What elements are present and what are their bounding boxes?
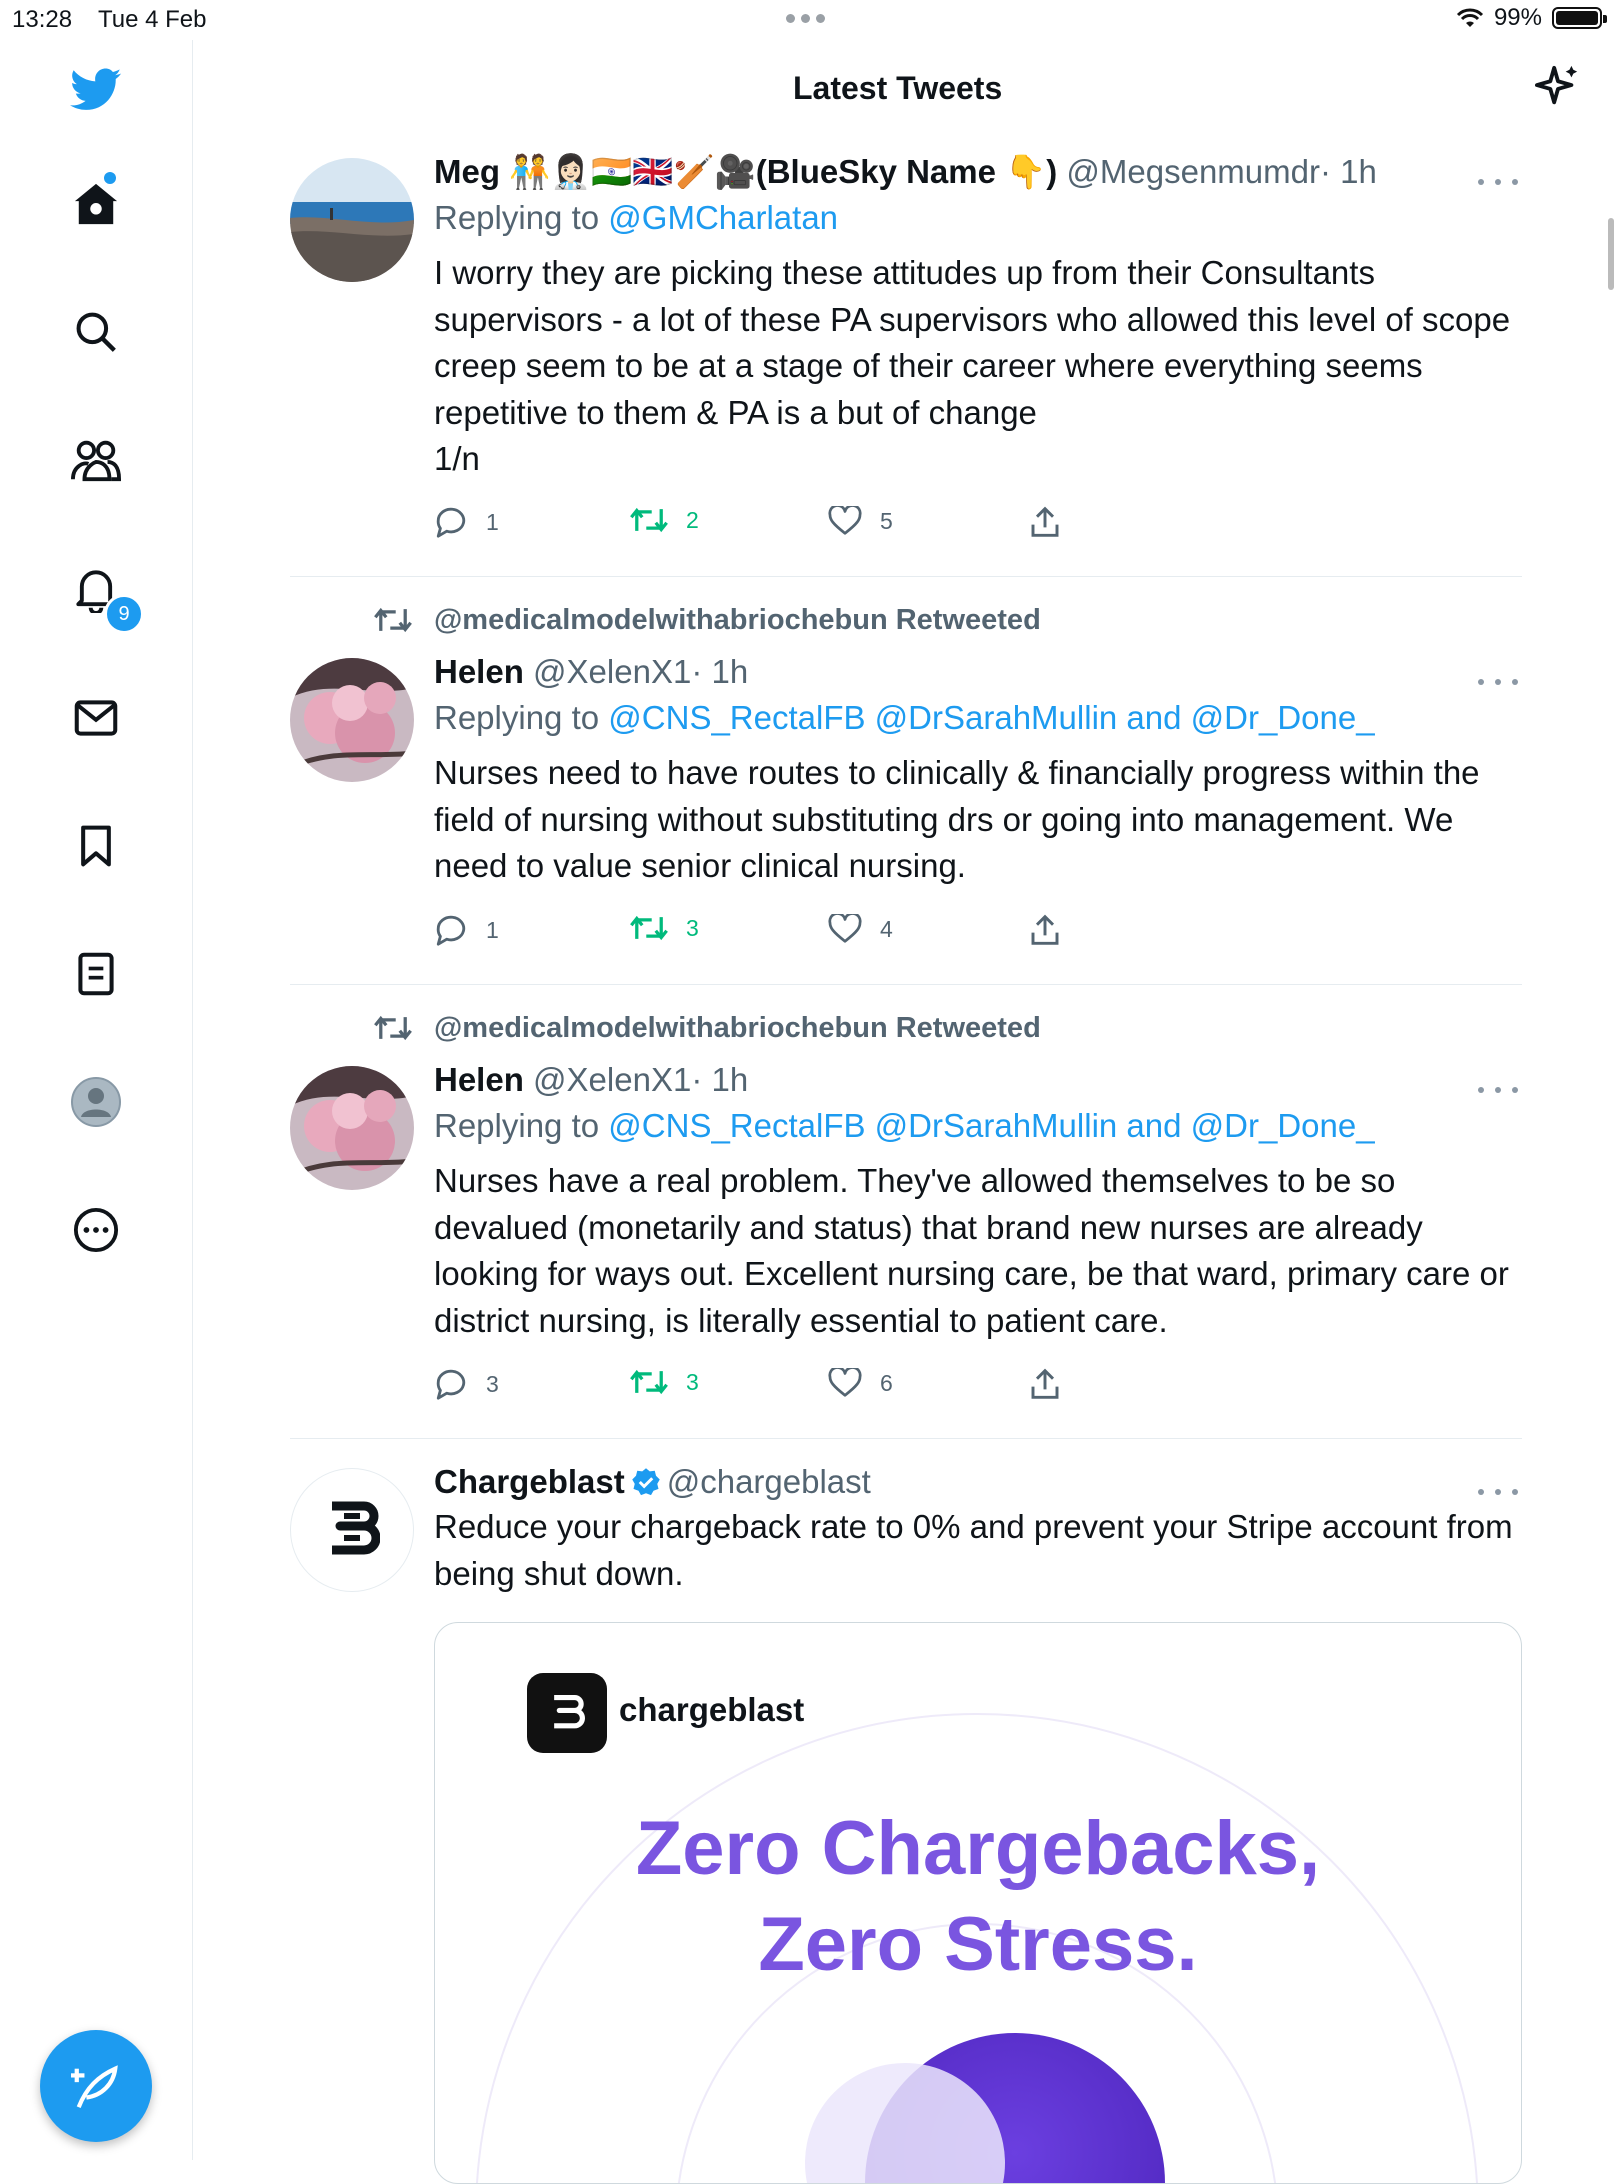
reply-prefix: Replying to (434, 1107, 600, 1144)
search-icon[interactable] (68, 304, 124, 360)
reply-prefix: Replying to (434, 699, 600, 736)
reply-button[interactable] (434, 1368, 499, 1400)
battery-percent: 99% (1493, 4, 1542, 31)
tweet-text-main: I worry they are picking these attitudes up from their Consultants supervisors - a lot of these PA supervisors who allowed this level of scope creep seem to be at a stage of their career where everything seems repetitive to them & PA is a but of change (434, 254, 1511, 431)
card-headline (435, 1801, 1521, 1993)
like-count: 6 (880, 1369, 893, 1396)
sparkle-timeline-icon[interactable] (1535, 64, 1581, 115)
home-icon[interactable] (68, 176, 124, 232)
reply-bubble-icon (434, 914, 468, 946)
status-time: 13:28 (12, 6, 73, 33)
retweet-count: 3 (686, 1368, 699, 1395)
heart-icon (828, 914, 862, 944)
reply-count: 1 (486, 916, 499, 943)
share-button[interactable] (1030, 506, 1060, 538)
tweet-divider (290, 1438, 1522, 1439)
tweet-actions (434, 1368, 1134, 1408)
tweet-time: · 1h (691, 1061, 749, 1098)
heart-icon (828, 506, 862, 536)
tweet-text-thread: 1/n (434, 440, 480, 477)
tweet-text: Nurses have a real problem. They've allowed themselves to be so devalued (monetarily and status) that brand new nurses are already looking for ways out. Excellent nursing care, be that ward, primary care or district nursing, is literally essential to patient care. (434, 1162, 1509, 1339)
retweet-icon (630, 1368, 668, 1396)
author-handle[interactable]: @Megsenmumdr (1066, 153, 1320, 190)
retweet-button[interactable] (630, 506, 699, 534)
retweeted-by-label[interactable]: @medicalmodelwithabriochebun Retweeted (434, 604, 1041, 636)
tweet-more-button[interactable] (1478, 672, 1518, 692)
author-name[interactable]: Helen (434, 1061, 524, 1098)
tweet-text: Nurses need to have routes to clinically & financially progress within the field of nursing without substituting drs or going into management. We need to value senior clinical nursing. (434, 754, 1480, 884)
like-button[interactable] (828, 506, 893, 536)
bookmarks-icon[interactable] (68, 818, 124, 874)
author-handle[interactable]: @chargeblast (666, 1463, 871, 1500)
retweet-icon (630, 914, 668, 942)
share-button[interactable] (1030, 914, 1060, 946)
reply-context (434, 194, 1514, 242)
reply-mention-link[interactable]: @CNS_RectalFB @DrSarahMullin and @Dr_Done_ (608, 699, 1375, 736)
page-title: Latest Tweets (793, 70, 1003, 106)
tweet-more-button[interactable] (1478, 1482, 1518, 1502)
chargeblast-logo-icon (527, 1673, 607, 1753)
author-name[interactable]: Chargeblast (434, 1463, 625, 1500)
share-icon (1030, 506, 1060, 538)
reply-count: 3 (486, 1370, 499, 1397)
sidebar (0, 40, 193, 2160)
reply-bubble-icon (434, 1368, 468, 1400)
tweet-more-button[interactable] (1478, 1080, 1518, 1100)
tweet-actions (434, 506, 1134, 546)
avatar-blossom[interactable] (290, 1066, 414, 1190)
author-name[interactable]: Meg 🧑‍🤝‍🧑👩🏻‍⚕️🇮🇳🇬🇧🏏🎥(BlueSky Name 👇) (434, 153, 1058, 190)
notifications-badge: 9 (104, 594, 144, 634)
multitasking-dots[interactable] (786, 14, 825, 23)
like-count: 4 (880, 915, 893, 942)
compose-feather-icon (71, 2061, 121, 2111)
reply-mention-link[interactable]: @CNS_RectalFB @DrSarahMullin and @Dr_Done_ (608, 1107, 1375, 1144)
share-button[interactable] (1030, 1368, 1060, 1400)
card-brand-name: chargeblast (619, 1691, 805, 1728)
retweeted-indicator-icon (374, 606, 412, 634)
avatar-blossom[interactable] (290, 658, 414, 782)
tweet-text: Reduce your chargeback rate to 0% and prevent your Stripe account from being shut down. (434, 1508, 1513, 1592)
retweet-count: 3 (686, 914, 699, 941)
author-handle[interactable]: @XelenX1 (533, 653, 692, 690)
wifi-icon (1456, 7, 1484, 29)
like-button[interactable] (828, 914, 893, 944)
like-button[interactable] (828, 1368, 893, 1398)
status-date: Tue 4 Feb (98, 6, 207, 33)
messages-envelope-icon[interactable] (68, 690, 124, 746)
home-new-indicator (104, 172, 116, 184)
author-name[interactable]: Helen (434, 653, 524, 690)
retweet-button[interactable] (630, 914, 699, 942)
ad-media-card[interactable] (434, 1622, 1522, 2184)
tweet-divider (290, 984, 1522, 985)
tweet-text (434, 250, 1514, 483)
tweet-time: · 1h (1319, 153, 1377, 190)
reply-count: 1 (486, 508, 499, 535)
retweet-button[interactable] (630, 1368, 699, 1396)
tweet-more-button[interactable] (1478, 172, 1518, 192)
author-handle[interactable]: @XelenX1 (533, 1061, 692, 1098)
status-bar (0, 0, 1620, 40)
communities-icon[interactable] (68, 432, 124, 488)
tweet-time: · 1h (691, 653, 749, 690)
retweet-icon (630, 506, 668, 534)
reply-prefix: Replying to (434, 199, 600, 236)
card-headline-line-1: Zero Chargebacks, (635, 1806, 1321, 1891)
tweet-divider (290, 576, 1522, 577)
lists-icon[interactable] (68, 946, 124, 1002)
avatar-beach[interactable] (290, 158, 414, 282)
compose-tweet-button[interactable] (40, 2030, 152, 2142)
battery-icon (1552, 7, 1602, 29)
tweet-actions (434, 914, 1134, 954)
timeline-header (193, 40, 1620, 140)
scrollbar[interactable] (1608, 218, 1614, 290)
reply-mention-link[interactable]: @GMCharlatan (608, 199, 839, 236)
reply-context (434, 1102, 1514, 1150)
heart-icon (828, 1368, 862, 1398)
like-count: 5 (880, 507, 893, 534)
reply-bubble-icon (434, 506, 468, 538)
more-options-icon[interactable] (68, 1202, 124, 1258)
twitter-logo-icon[interactable] (68, 62, 124, 118)
retweeted-indicator-icon (374, 1014, 412, 1042)
share-icon (1030, 1368, 1060, 1400)
retweeted-by-label[interactable]: @medicalmodelwithabriochebun Retweeted (434, 1012, 1041, 1044)
retweet-count: 2 (686, 506, 699, 533)
share-icon (1030, 914, 1060, 946)
verified-badge-icon (631, 1467, 661, 1497)
reply-button[interactable] (434, 506, 499, 538)
card-headline-line-2: Zero Stress. (758, 1902, 1198, 1987)
reply-context (434, 694, 1514, 742)
reply-button[interactable] (434, 914, 499, 946)
profile-avatar-icon[interactable] (68, 1074, 124, 1130)
avatar-chargeblast-logo[interactable] (290, 1468, 414, 1592)
